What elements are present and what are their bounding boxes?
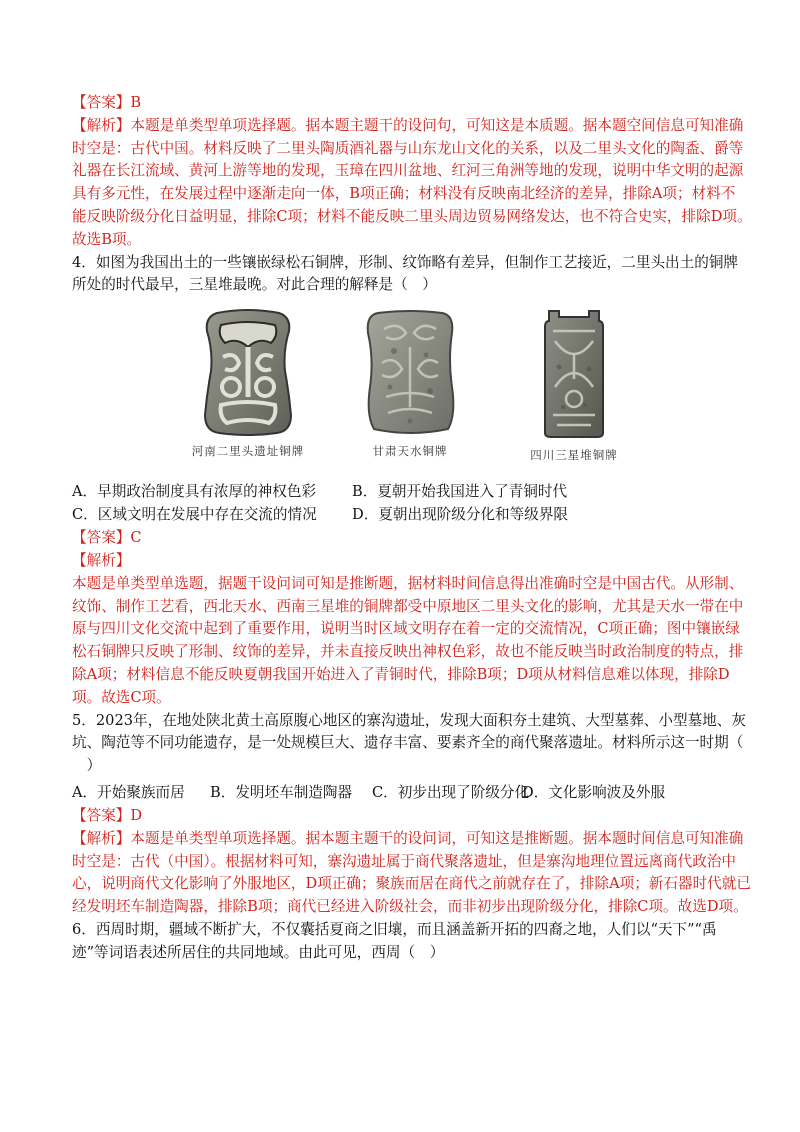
q4-stem-line: 所处的时代最早，三星堆最晚。对此合理的解释是（ ） (72, 276, 437, 294)
q5-options-row (72, 782, 730, 805)
q4-options-row (72, 481, 730, 504)
q3-answer: 【答案】B (72, 94, 142, 111)
q4-figure-erlitou (178, 307, 318, 459)
q5-option-c[interactable]: C．初步出现了阶级分化 (372, 783, 530, 801)
figure-caption: 甘肃天水铜牌 (372, 444, 448, 459)
q5-analysis-line: 【解析】本题是单类型单项选择题。据本题主题干的设问词，可知这是推断题。据本题时间信息可知准确 (72, 829, 744, 847)
q4-analysis-line: 本题是单类型单选题，据题干设问词可知是推断题，据材料时间信息得出准确时空是中国古代。从形制、 (72, 574, 744, 592)
q3-block (72, 92, 752, 252)
q6-stem-line: 迹”等词语表述所居住的共同地域。由此可见，西周（ ） (72, 943, 445, 961)
q4-analysis-line: 除A项；材料信息不能反映夏朝我国开始进入了青铜时代，排除B项；D项从材料信息难以体现，排除D (72, 665, 730, 683)
figure-caption: 四川三星堆铜牌 (530, 448, 618, 463)
bronze-plaque-sanxingdui-icon (535, 307, 613, 441)
q5-option-a[interactable]: A．开始聚族而居 (72, 783, 185, 801)
q5-block (72, 710, 751, 919)
q4-figure-row (72, 307, 730, 475)
q3-analysis-line: 能反映阶级分化日益明显，排除C项；材料不能反映二里头周边贸易网络发达，也不符合史实，排除D项。 (72, 207, 752, 225)
q3-analysis-line: 时空是：古代中国。材料反映了二里头陶质酒礼器与山东龙山文化的关系，以及二里头文化的陶盉、爵等 (72, 139, 744, 157)
q4-options-row (72, 504, 730, 527)
q4-figure-sanxingdui (504, 307, 644, 463)
q4-option-a[interactable]: A．早期政治制度具有浓厚的神权色彩 (72, 483, 317, 501)
q5-answer: 【答案】D (72, 806, 143, 824)
bronze-plaque-tianshui-icon (364, 307, 456, 437)
q5-stem-line: 坑、陶范等不同功能遗存，是一处规模巨大、遗存丰富、要素齐全的商代聚落遗址。材料所示这一时期（ (72, 734, 744, 752)
q4-answer: 【答案】C (72, 529, 142, 547)
figure-caption: 河南二里头遗址铜牌 (191, 444, 305, 459)
q4-option-b[interactable]: B．夏朝开始我国进入了青铜时代 (352, 483, 568, 501)
q5-option-d[interactable]: D．文化影响波及外服 (522, 783, 666, 801)
q3-analysis-line: 礼器在长江流域、黄河上游等地的发现，玉璋在四川盆地、红河三角洲等地的发现，说明中华文明的起源 (72, 162, 744, 180)
bronze-plaque-erlitou-icon (199, 307, 297, 437)
q5-stem-line: 5．2023年，在地处陕北黄土高原腹心地区的寨沟遗址，发现大面积夯土建筑、大型墓葬、小型墓地、灰 (72, 711, 746, 729)
q4-analysis-line: 原与四川文化交流中起到了重要作用，说明当时区域文明存在着一定的交流情况，C项正确；图中镶嵌绿 (72, 620, 740, 638)
q4-analysis-line: 松石铜牌只反映了形制、纹饰的差异，并未直接反映出神权色彩，故也不能反映当时政治制度的特点，排 (72, 643, 744, 661)
q4-block (72, 252, 744, 710)
q5-analysis-line: 经发明坯车制造陶器，排除B项；商代已经进入阶级社会，而非初步出现阶级分化，排除C项。故选D项。 (72, 898, 748, 916)
q4-figure-tianshui (340, 307, 480, 459)
q3-analysis-line: 故选B项。 (72, 230, 142, 248)
q4-analysis-title: 【解析】 (72, 551, 131, 569)
q4-analysis-line: 项。故选C项。 (72, 688, 171, 706)
q4-option-c[interactable]: C．区域文明在发展中存在交流的情况 (72, 506, 317, 524)
exam-page (72, 92, 752, 965)
q3-analysis-line: 【解析】本题是单类型单项选择题。据本题主题干的设问句，可知这是本质题。据本题空间信息可知准确 (72, 116, 744, 134)
q5-stem-line: ） (72, 757, 102, 775)
q3-analysis-line: 具有多元性，在发展过程中逐渐走向一体，B项正确；材料没有反映南北经济的差异，排除A项；材料不 (72, 185, 736, 203)
q6-block (72, 919, 730, 965)
q5-analysis-line: 时空是：古代（中国）。根据材料可知，寨沟遗址属于商代聚落遗址，但是寨沟地理位置远离商代政治中 (72, 852, 737, 870)
q6-stem-line: 6．西周时期，疆域不断扩大，不仅囊括夏商之旧壤，而且涵盖新开拓的四裔之地，人们以“天下”“禹 (72, 920, 717, 938)
q5-option-b[interactable]: B．发明坯车制造陶器 (210, 783, 353, 801)
q5-analysis-line: 心，说明商代文化影响了外服地区，D项正确；聚族而居在商代之前就存在了，排除A项；新石器时代就已 (72, 875, 751, 893)
q4-analysis-line: 纹饰、制作工艺看，西北天水、西南三星堆的铜牌都受中原地区二里头文化的影响，尤其是天水一带在中 (72, 597, 744, 615)
q4-option-d[interactable]: D．夏朝出现阶级分化和等级界限 (352, 506, 569, 524)
q4-stem-line: 4．如图为我国出土的一些镶嵌绿松石铜牌，形制、纹饰略有差异，但制作工艺接近，二里头出土的铜牌 (72, 253, 739, 271)
